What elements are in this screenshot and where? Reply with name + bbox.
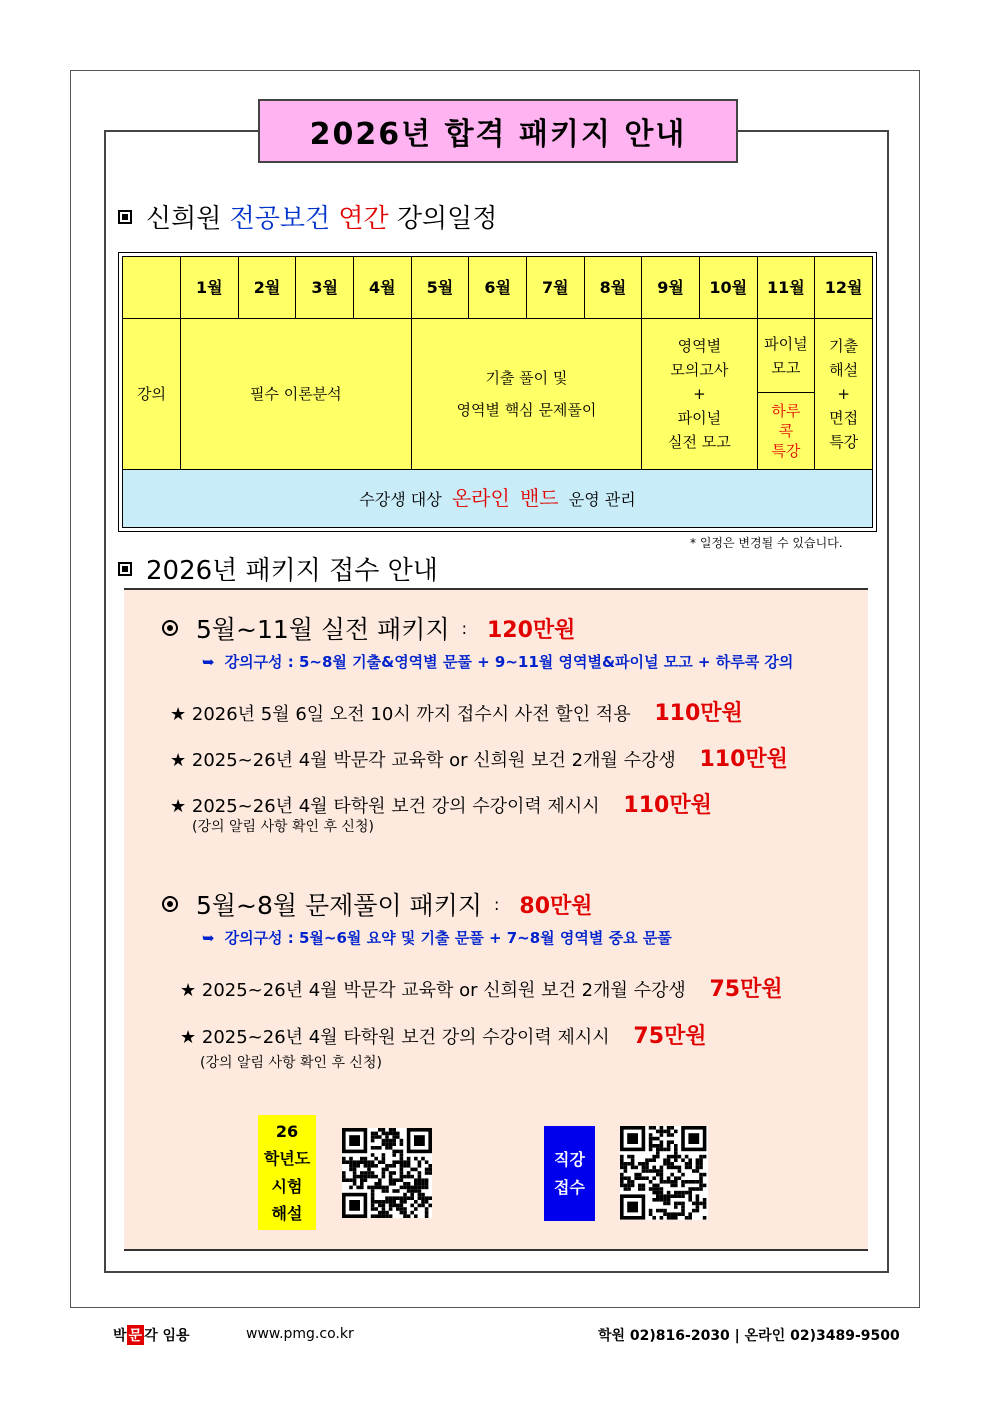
package2-price: 80만원: [519, 893, 593, 919]
package1-note: (강의 알림 사항 확인 후 신청): [192, 819, 374, 835]
package1-title: [162, 610, 575, 646]
package-heading: [118, 550, 438, 587]
past-line2: 영역별 핵심 문제풀이: [456, 400, 597, 419]
heading-blue: 전공보건: [229, 204, 331, 234]
discount-text: 2025~26년 4월 박문각 교육학 or 신희원 보건 2개월 수강생: [191, 750, 676, 771]
radio-bullet-icon: [162, 896, 178, 912]
mock-exam-cell: [642, 319, 757, 470]
final-line: 모고: [771, 358, 801, 377]
star-icon: ★: [170, 796, 187, 817]
package1-name: 5월~11월 실전 패키지: [196, 615, 450, 644]
review-line: 특강: [829, 432, 859, 451]
month-cell: 3월: [296, 257, 354, 319]
month-cell: 6월: [469, 257, 527, 319]
review-line: 해설: [829, 360, 859, 379]
qr-label-line: 해설: [271, 1203, 303, 1223]
mock-line: 파이널: [677, 408, 722, 427]
brand-pre: 박: [113, 1328, 127, 1344]
package2-discount: [180, 1019, 707, 1050]
month-cell: 9월: [642, 257, 700, 319]
schedule-note: * 일정은 변경될 수 있습니다.: [690, 536, 843, 550]
month-cell: 1월: [181, 257, 239, 319]
qr-label-line: 직강: [554, 1150, 585, 1170]
final-mock-cell: [757, 319, 815, 393]
discount-price: 110만원: [654, 701, 743, 726]
lecture-label: 강의: [123, 319, 181, 470]
brand-mid: 문: [127, 1325, 145, 1345]
month-cell: 10월: [699, 257, 757, 319]
review-line: 기출: [829, 336, 859, 355]
exam-review-qr-label: [258, 1115, 316, 1230]
month-row: [123, 257, 873, 319]
discount-text: 2025~26년 4월 박문각 교육학 or 신희원 보건 2개월 수강생: [201, 980, 686, 1001]
schedule-table: [118, 252, 877, 532]
discount-price: 75만원: [633, 1024, 707, 1049]
package1-price: 120만원: [487, 617, 576, 643]
direct-lecture-qr-code[interactable]: [620, 1126, 708, 1220]
page-title: 2026년 합격 패키지 안내: [258, 99, 738, 163]
qr-label-line: 접수: [554, 1177, 585, 1197]
online-band-row: [123, 469, 873, 527]
package2-note: (강의 알림 사항 확인 후 신청): [200, 1055, 382, 1071]
discount-price: 110만원: [623, 793, 712, 818]
review-line: 면접: [829, 408, 859, 427]
month-cell: 2월: [238, 257, 296, 319]
heading-red: 연간: [338, 204, 389, 234]
month-cell: 8월: [584, 257, 642, 319]
package-heading-text: 2026년 패키지 접수 안내: [146, 556, 438, 586]
package1-composition-text: 강의구성 : 5~8월 기출&영역별 문풀 + 9~11월 영역별&파이널 모고 + 하루콕 강의: [224, 653, 794, 671]
one-day-line: 하루: [771, 401, 801, 420]
qr-label-line: 26: [275, 1122, 299, 1142]
month-cell: 11월: [757, 257, 815, 319]
square-bullet-icon: [118, 562, 132, 576]
one-day-line: 콕: [778, 422, 794, 440]
package2-name: 5월~8월 문제풀이 패키지: [196, 891, 483, 920]
package1-colon: :: [461, 618, 467, 638]
arrow-right-icon: ➥: [202, 929, 215, 947]
package2-composition-text: 강의구성 : 5월~6월 요약 및 기출 문풀 + 7~8월 영역별 중요 문풀: [224, 929, 672, 947]
discount-price: 110만원: [699, 747, 788, 772]
mock-line: 모의고사: [670, 360, 729, 379]
discount-text: 2025~26년 4월 타학원 보건 강의 수강이력 제시시: [201, 1027, 610, 1048]
exam-review-cell: [815, 319, 873, 470]
star-icon: ★: [170, 704, 187, 725]
month-cell: 7월: [526, 257, 584, 319]
band-suffix: 운영 관리: [568, 490, 636, 510]
discount-price: 75만원: [709, 977, 783, 1002]
square-bullet-icon: [118, 210, 132, 224]
package1-composition: [202, 651, 793, 672]
direct-lecture-qr-label: [544, 1126, 595, 1221]
month-cell: 5월: [411, 257, 469, 319]
discount-text: 2025~26년 4월 타학원 보건 강의 수강이력 제시시: [191, 796, 600, 817]
package2-discount: [180, 972, 783, 1003]
qr-label-line: 시험: [271, 1176, 303, 1196]
package2-composition: [202, 927, 672, 948]
month-cell: 4월: [353, 257, 411, 319]
mock-line: 영역별: [677, 336, 722, 355]
theory-cell: 필수 이론분석: [181, 319, 412, 470]
past-line1: 기출 풀이 및: [485, 368, 568, 387]
band-prefix: 수강생 대상: [359, 490, 442, 510]
month-cell: 12월: [815, 257, 873, 319]
package1-discount: [170, 742, 788, 773]
footer-url[interactable]: www.pmg.co.kr: [246, 1326, 354, 1342]
star-icon: ★: [170, 750, 187, 771]
one-day-line: 특강: [771, 442, 801, 461]
brand-post: 각 임용: [144, 1328, 190, 1344]
past-exam-cell: [411, 319, 642, 470]
brand-logo: [113, 1325, 190, 1345]
star-icon: ★: [180, 1027, 197, 1048]
star-icon: ★: [180, 980, 197, 1001]
final-line: 파이널: [764, 334, 808, 353]
mock-line: +: [693, 384, 706, 403]
heading-suffix: 강의일정: [396, 204, 498, 234]
package1-discount: [170, 696, 743, 727]
arrow-right-icon: ➥: [202, 653, 215, 671]
radio-bullet-icon: [162, 620, 178, 636]
mock-line: 실전 모고: [668, 432, 731, 451]
exam-review-qr-code[interactable]: [342, 1128, 432, 1218]
package2-colon: :: [494, 894, 500, 914]
qr-label-line: 학년도: [263, 1149, 311, 1169]
discount-text: 2026년 5월 6일 오전 10시 까지 접수시 사전 할인 적용: [191, 704, 631, 725]
package1-discount: [170, 788, 712, 819]
band-online: 온라인: [451, 486, 510, 511]
package2-title: [162, 886, 593, 922]
heading-prefix: 신희원: [146, 204, 222, 234]
one-day-special-cell: [757, 393, 815, 469]
footer-contact: 학원 02)816-2030 | 온라인 02)3489-9500: [598, 1328, 900, 1344]
review-line: +: [837, 384, 850, 403]
corner-cell: [123, 257, 181, 319]
band-band: 밴드: [519, 486, 559, 511]
schedule-heading: [118, 198, 497, 235]
